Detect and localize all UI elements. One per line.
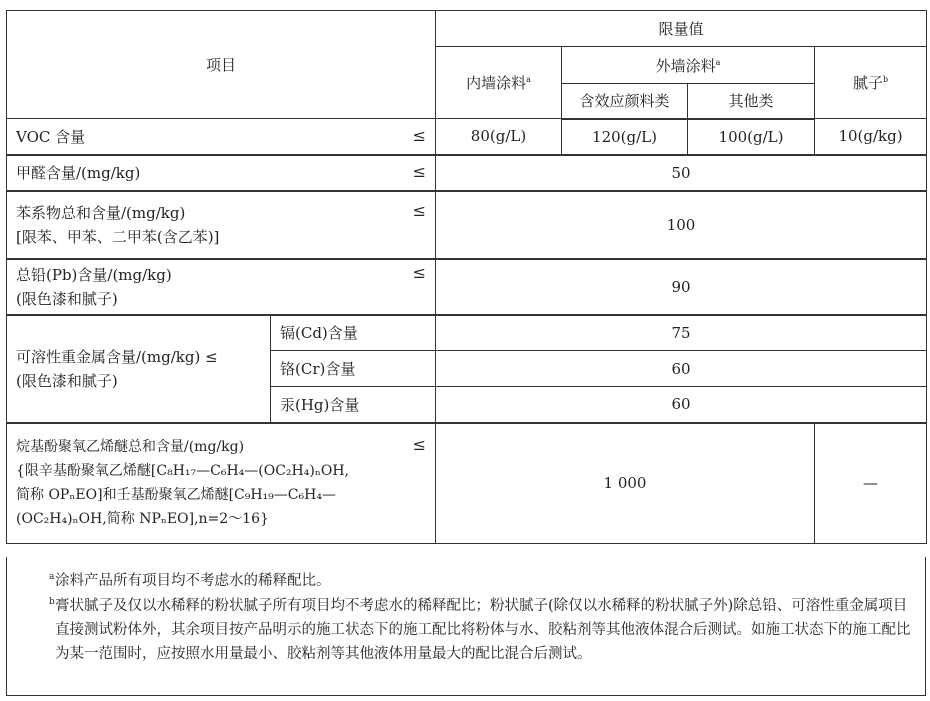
header-other: 其他类 xyxy=(688,84,815,119)
cadmium-label: 镉(Cd)含量 xyxy=(271,315,436,351)
chromium-value: 60 xyxy=(436,351,927,387)
benzene-label-cell: 苯系物总和含量/(mg/kg) [限苯、甲苯、二甲苯(含乙苯)] ≤ xyxy=(7,191,436,259)
chromium-label: 铬(Cr)含量 xyxy=(271,351,436,387)
row-benzene xyxy=(7,191,927,259)
row-apeo xyxy=(7,423,927,544)
row-voc xyxy=(7,119,927,155)
lead-label-cell: 总铅(Pb)含量/(mg/kg) (限色漆和腻子) ≤ xyxy=(7,259,436,315)
formaldehyde-value: 50 xyxy=(436,155,927,191)
lead-value: 90 xyxy=(436,259,927,315)
voc-interior: 80(g/L) xyxy=(436,119,562,155)
footnote-a: a 涂料产品所有项目均不考虑水的稀释配比。 xyxy=(49,572,331,589)
limit-value-table xyxy=(6,10,927,544)
table-footnotes xyxy=(6,557,926,696)
row-cadmium xyxy=(7,315,927,351)
heavy-metal-label-cell: 可溶性重金属含量/(mg/kg) ≤ (限色漆和腻子) xyxy=(7,315,271,423)
formaldehyde-label-cell: 甲醛含量/(mg/kg) ≤ xyxy=(7,155,436,191)
voc-other: 100(g/L) xyxy=(688,119,815,155)
cadmium-value: 75 xyxy=(436,315,927,351)
mercury-value: 60 xyxy=(436,387,927,423)
header-interior: 内墙涂料$^a$ xyxy=(436,47,562,119)
footnote-b: b 膏状腻子及仅以水稀释的粉状腻子所有项目均不考虑水的稀释配比；粉状腻子(除仅以水稀释的粉状腻子外)除总铅、可溶性重金属项目直接测试粉体外，其余项目按产品明示的施工状态下的施工配比将粉体与水、胶粘剂等其他液体混合后测试。如施工状态下的施工配比为某一范围时，应按照水用量最小、胶粘剂等其他液体用量最大的配比混合后测试。 xyxy=(49,597,911,662)
apeo-putty-value: — xyxy=(815,423,927,544)
row-lead xyxy=(7,259,927,315)
header-item: 项目 xyxy=(7,11,436,119)
mercury-label: 汞(Hg)含量 xyxy=(271,387,436,423)
header-limit: 限量值 xyxy=(436,11,927,47)
apeo-label-cell: 烷基酚聚氧乙烯醚总和含量/(mg/kg) {限辛基酚聚氧乙烯醚[C₈H₁₇—C₆H₄—(OC₂H₄)ₙOH, 简称 OPₙEO]和壬基酚聚氧乙烯醚[C₉H₁₉—C₆H₄— (OC₂H₄)ₙOH,简称 NPₙEO],n=2～16} ≤ xyxy=(7,423,436,544)
voc-effect: 120(g/L) xyxy=(562,119,688,155)
row-formaldehyde xyxy=(7,155,927,191)
standard-table-page xyxy=(6,10,926,697)
apeo-value: 1 000 xyxy=(436,423,815,544)
header-exterior: 外墙涂料$^a$ xyxy=(562,47,815,84)
voc-label-cell: VOC 含量 ≤ xyxy=(7,119,436,155)
voc-putty: 10(g/kg) xyxy=(815,119,927,155)
benzene-value: 100 xyxy=(436,191,927,259)
header-effect-pigment: 含效应颜料类 xyxy=(562,84,688,119)
header-putty: 腻子$^b$ xyxy=(815,47,927,119)
